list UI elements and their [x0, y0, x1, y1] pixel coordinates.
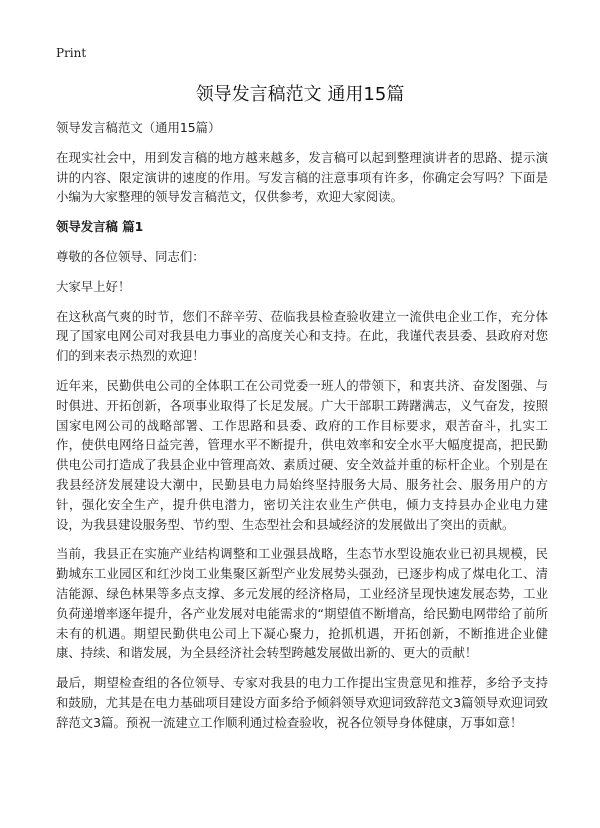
- document-subtitle: 领导发言稿范文（通用15篇）: [56, 120, 221, 135]
- section-heading: 领导发言稿 篇1: [56, 219, 144, 235]
- print-label: Print: [56, 46, 87, 60]
- intro-paragraph: 在现实社会中，用到发言稿的地方越来越多，发言稿可以起到整理演讲者的思路、提示演讲的内容、限定演讲的速度的作用。写发言稿的注意事项有许多，你确定会写吗？下面是小编为大家整理的领导发言稿范文，仅供参考，欢迎大家阅读。: [56, 149, 548, 205]
- salutation: 尊敬的各位领导、同志们：: [56, 248, 205, 264]
- body-paragraph: 当前，我县正在实施产业结构调整和工业强县战略，生态节水型设施农业已初具规模，民勤城东工业园区和红沙岗工业集聚区新型产业发展势头强劲，已逐步构成了煤电化工、清洁能源、绿色林果等多点支撑、多元发展的经济格局，工业经济呈现快速发展态势，工业负荷递增率逐年提升，各产业发展对电能需求的“期望值不断增高，给民勤电网带给了前所未有的机遇。期望民勤供电公司上下凝心聚力，抢抓机遇，开拓创新，不断推进企业健康、持续、和谐发展，为全县经济社会转型跨越发展做出新的、更大的贡献！: [56, 546, 548, 661]
- body-paragraph: 近年来，民勤供电公司的全体职工在公司党委一班人的带领下，和衷共济、奋发图强、与时俱进、开拓创新，各项事业取得了长足发展。广大干部职工踌躇满志，义气奋发，按照国家电网公司的战略部署、工作思路和县委、政府的工作目标要求，艰苦奋斗，扎实工作，使供电网络日益完善，管理水平不断提升，供电效率和安全水平大幅度提高，把民勤供电公司打造成了我县企业中管理高效、素质过硬、安全效益并重的标杆企业。个别是在我县经济发展建设大潮中，民勤县电力局始终坚持服务大局、服务社会、服务用户的方针，强化安全生产，提升供电潜力，密切关注农业生产供电，倾力支持县办企业电力建设，为我县建设服务型、节约型、生态型社会和县域经济的发展做出了突出的贡献。: [56, 377, 548, 532]
- body-paragraph: 在这秋高气爽的时节，您们不辞辛劳、莅临我县检查验收建立一流供电企业工作，充分体现了国家电网公司对我县电力事业的高度关心和支持。在此，我谨代表县委、县政府对您们的到来表示热烈的欢迎！: [56, 308, 548, 364]
- document-body: [56, 118, 548, 743]
- body-paragraph: 最后，期望检查组的各位领导、专家对我县的电力工作提出宝贵意见和推荐，多给予支持和鼓励，尤其是在电力基础项目建设方面多给予倾斜领导欢迎词致辞范文3篇领导欢迎词致辞范文3篇。预祝一流建立工作顺利通过检查验收，祝各位领导身体健康，万事如意！: [56, 675, 548, 730]
- greeting: 大家早上好！: [56, 278, 131, 294]
- page-title: 领导发言稿范文 通用15篇: [195, 84, 405, 105]
